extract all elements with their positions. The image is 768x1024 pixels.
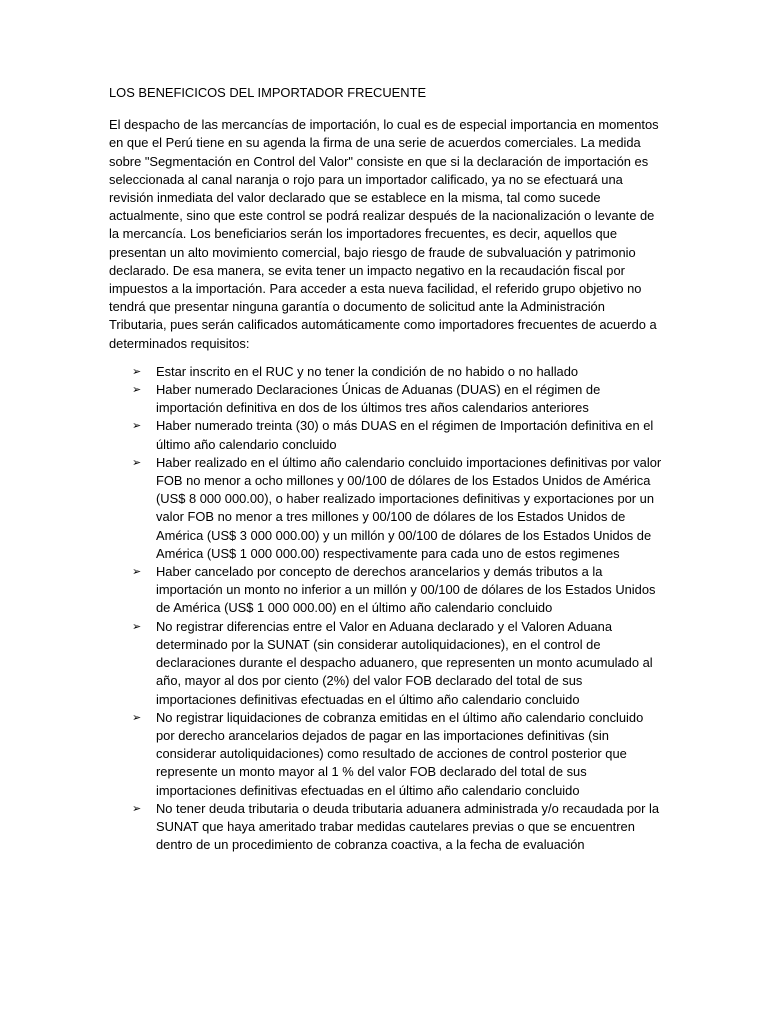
requirement-text: No tener deuda tributaria o deuda tributaria aduanera administrada y/o recaudada por la SUNAT que haya ameritado trabar medidas cautelares previas o que se encuentren dentro de un procedimiento de cobranza coactiva, a la fecha de evaluación [156,800,660,853]
requirement-text: Haber cancelado por concepto de derechos arancelarios y demás tributos a la importación un monto no inferior a un millón y 00/100 de dólares de los Estados Unidos de América (US$ 1 000 000.00) en el último año calendario concluido [156,564,656,616]
arrow-bullet-icon: ➢ [132,802,142,815]
requirement-text: Haber numerado Declaraciones Únicas de Aduanas (DUAS) en el régimen de importación definitiva en dos de los últimos tres años calendarios anteriores [156,382,601,416]
requirement-item [109,363,663,381]
intro-paragraph: El despacho de las mercancías de importación, lo cual es de especial importancia en momentos en que el Perú tiene en su agenda la firma de una serie de acuerdos comerciales. La medida sobre "Segmentación en Control del Valor" consiste en que si la declaración de importación es seleccionada al canal naranja o rojo para un importador calificado, ya no se efectuará una revisión inmediata del valor declarado que se establece en la misma, tal como sucede actualmente, sino que este control se podrá realizar después de la nacionalización o levante de la mercancía. Los beneficiarios serán los importadores frecuentes, es decir, aquellos que presentan un alto movimiento comercial, bajo riesgo de fraude de subvaluación y patrimonio declarado. De esa manera, se evita tener un impacto negativo en la recaudación fiscal por impuestos a la importación. Para acceder a esta nueva facilidad, el referido grupo objetivo no tendrá que presentar ninguna garantía o documento de solicitud ante la Administración Tributaria, pues serán calificados automáticamente como importadores frecuentes de acuerdo a determinados requisitos: [109,117,659,351]
arrow-bullet-icon: ➢ [132,620,142,633]
document-title: LOS BENEFICICOS DEL IMPORTADOR FRECUENTE [109,85,427,100]
requirement-item [109,709,663,800]
arrow-bullet-icon: ➢ [132,456,142,469]
requirement-text: Haber numerado treinta (30) o más DUAS en el régimen de Importación definitiva en el último año calendario concluido [156,418,654,452]
requirement-item [109,454,663,563]
arrow-bullet-icon: ➢ [132,384,142,397]
requirements-list [109,363,663,854]
requirement-text: Haber realizado en el último año calendario concluido importaciones definitivas por valor FOB no menor a ocho millones y 00/100 de dólares de los Estados Unidos de América (US$ 8 000 000.00), o haber realizado importaciones definitivas y exportaciones por un valor FOB no menor a tres millones y 00/100 de dólares de los Estados Unidos de América (US$ 3 000 000.00) y un millón y 00/100 de dólares de los Estados Unidos de América (US$ 1 000 000.00) respectivamente para cada uno de estos regimenes [156,454,662,561]
arrow-bullet-icon: ➢ [132,711,142,724]
requirement-item [109,417,663,453]
arrow-bullet-icon: ➢ [132,566,142,579]
requirement-text: Estar inscrito en el RUC y no tener la condición de no habido o no hallado [156,363,579,379]
requirement-text: No registrar diferencias entre el Valor en Aduana declarado y el Valoren Aduana determinado por la SUNAT (sin considerar autoliquidaciones), en el control de declaraciones durante el despacho aduanero, que representen un monto acumulado al año, mayor al dos por ciento (2%) del valor FOB declarado del total de sus importaciones definitivas efectuadas en el último año calendario concluido [156,618,653,707]
requirement-item [109,618,663,709]
requirement-item [109,563,663,618]
arrow-bullet-icon: ➢ [132,420,142,433]
requirement-text: No registrar liquidaciones de cobranza emitidas en el último año calendario concluido por derecho arancelarios dejados de pagar en las importaciones definitivas (sin considerar autoliquidaciones) como resultado de acciones de control posterior que represente un monto mayor al 1 % del valor FOB declarado del total de sus importaciones definitivas efectuadas en el último año calendario concluido [156,709,644,798]
arrow-bullet-icon: ➢ [132,365,142,378]
requirement-item [109,800,663,855]
requirement-item [109,381,663,417]
